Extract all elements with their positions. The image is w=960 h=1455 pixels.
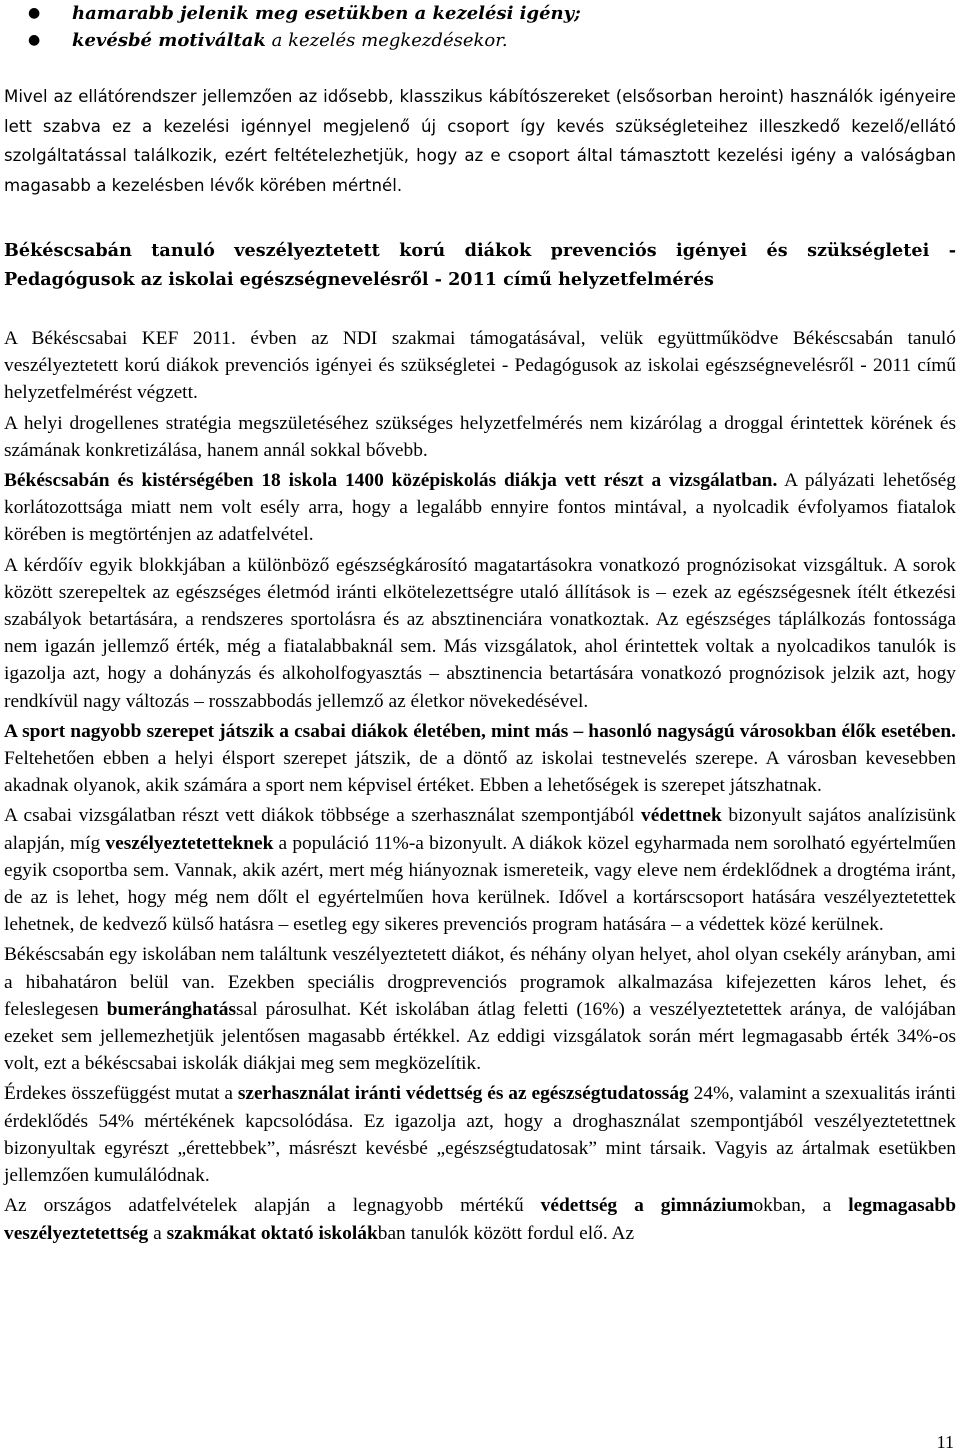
bullet-text: a kezelés megkezdésekor. xyxy=(265,30,508,51)
body-text xyxy=(4,325,956,1250)
paragraph: Békéscsabán egy iskolában nem találtunk veszélyeztetett diákot, és néhány olyan helyet, ahol olyan csekély arányban, ami a hibahatáron belül van. Ezekben speciális drogprevenciós programok alkalmazása kifejezetten káros lehet, és feleslegesen bumeránghatással párosulhat. Két iskolában átlag feletti (16%) a veszélyeztetettek aránya, de valójában ezeket sem jellemezhetjük jelentősen magasabb értékkel. Az eddigi vizsgálatok során mért legmagasabb érték 34%-os volt, ezt a békéscsabai iskolák diákjai meg sem megközelítik. xyxy=(4,944,956,1075)
paragraph: Az országos adatfelvételek alapján a legnagyobb mértékű védettség a gimnáziumokban, a legmagasabb veszélyeztetettség a szakmákat oktató iskolákban tanulók között fordul elő. Az xyxy=(4,1195,956,1244)
bullet-icon: ● xyxy=(28,32,41,48)
paragraph: A helyi drogellenes stratégia megszületéséhez szükséges helyzetfelmérés nem kizárólag a droggal érintettek körének és számának konkretizálása, hanem annál sokkal bővebb. xyxy=(4,412,956,461)
bullet-bold-text: hamarabb jelenik meg esetükben a kezelési igény; xyxy=(72,3,581,24)
paragraph: A csabai vizsgálatban részt vett diákok többsége a szerhasználat szempontjából védettnek bizonyult sajátos analízisünk alapján, míg veszélyeztetetteknek a populáció 11%-a bizonyult. A diákok közel egyharmada nem sorolható egyértelműen egyik csoportba sem. Vannak, akik azért, mert még hiányoznak ismereteik, vagy eleve nem érdeklődnek a drogtéma iránt, de az is lehet, hogy még nem dőlt el egyértelműen hova kerülnek. Idővel a kortárscsoport hatására veszélyeztetettek lehetnek, de kedvező külső hatásra – esetleg egy sikeres prevenciós program hatására – a védettek közé kerülnek. xyxy=(4,805,957,936)
page-number: 11 xyxy=(936,1432,954,1452)
paragraph: Érdekes összefüggést mutat a szerhasználat iránti védettség és az egészségtudatosság 24%, valamint a szexualitás iránti érdeklődés 54% mértékének kapcsolódása. Ez igazolja azt, hogy a droghasználat szempontjából veszélyeztetettnek bizonyultak egyrészt „érettebbek”, másrészt kevésbé „egészségtudatosak” mint társaik. Vagyis az ártalmak esetükben jellemzően kumulálódnak. xyxy=(4,1083,956,1187)
intro-paragraph: Mivel az ellátórendszer jellemzően az idősebb, klasszikus kábítószereket (elsősorban heroint) használók igényeire lett szabva ez a kezelési igénnyel megjelenő új csoport így kevés szükségleteihez illeszkedő kezelő/ellátó szolgáltatással találkozik, ezért feltételezhetjük, hogy az e csoport által támasztott kezelési igény a valóságban magasabb a kezelésben lévők körében mértnél. xyxy=(4,87,956,195)
bullet-list xyxy=(28,0,928,54)
bullet-bold-text: kevésbé motiváltak xyxy=(72,30,266,51)
paragraph: Békéscsabán és kistérségében 18 iskola 1400 középiskolás diákja vett részt a vizsgálatban. A pályázati lehetőség korlátozottsága miatt nem volt esély arra, hogy a legalább ennyire fontos mintával, a nyolcadik évfolyamos fiatalok körében is megtörténjen az adatfelvétel. xyxy=(4,470,956,546)
paragraph: A Békéscsabai KEF 2011. évben az NDI szakmai támogatásával, velük együttműködve Békéscsabán tanuló veszélyeztetett korú diákok prevenciós igényei és szükségletei - Pedagógusok az iskolai egészségnevelésről - 2011 című helyzetfelmérést végzett. xyxy=(4,328,956,404)
list-item xyxy=(28,27,928,54)
section-title: Békéscsabán tanuló veszélyeztetett korú diákok prevenciós igényei és szükségletei - Pedagógusok az iskolai egészségnevelésről - 2011 című helyzetfelmérés xyxy=(4,240,956,290)
paragraph: A sport nagyobb szerepet játszik a csabai diákok életében, mint más – hasonló nagyságú városokban élők esetében. Feltehetően ebben a helyi élsport szerepet játszik, de a döntő az iskolai testnevelés szerepe. A városban kevesebben akadnak olyanok, akik számára a sport nem képvisel értéket. Ebben a lehetőségek is szerepet játszhatnak. xyxy=(4,720,956,797)
paragraph: A kérdőív egyik blokkjában a különböző egészségkárosító magatartásokra vonatkozó prognózisokat vizsgáltuk. A sorok között szerepeltek az egészséges életmód iránti elkötelezettségre utaló állítások is – ezek az egészségesnek ítélt étkezési szabályok betartására, a rendszeres sportolásra és az absztinenciára vonatkoztak. Az egészséges táplálkozás fontossága nem igazán jellemző érték, még a fiatalabbaknál sem. Más vizsgálatok, ahol érintettek voltak a nyolcadikos tanulók is igazolja azt, hogy a dohányzás és alkoholfogyasztás – absztinencia betartására vonatkozó prognózisok jelzik azt, hogy rendkívül nagy változás – rosszabbodás jellemző az életkor növekedésével. xyxy=(4,554,956,712)
list-item xyxy=(28,0,928,27)
bullet-icon: ● xyxy=(28,5,41,21)
